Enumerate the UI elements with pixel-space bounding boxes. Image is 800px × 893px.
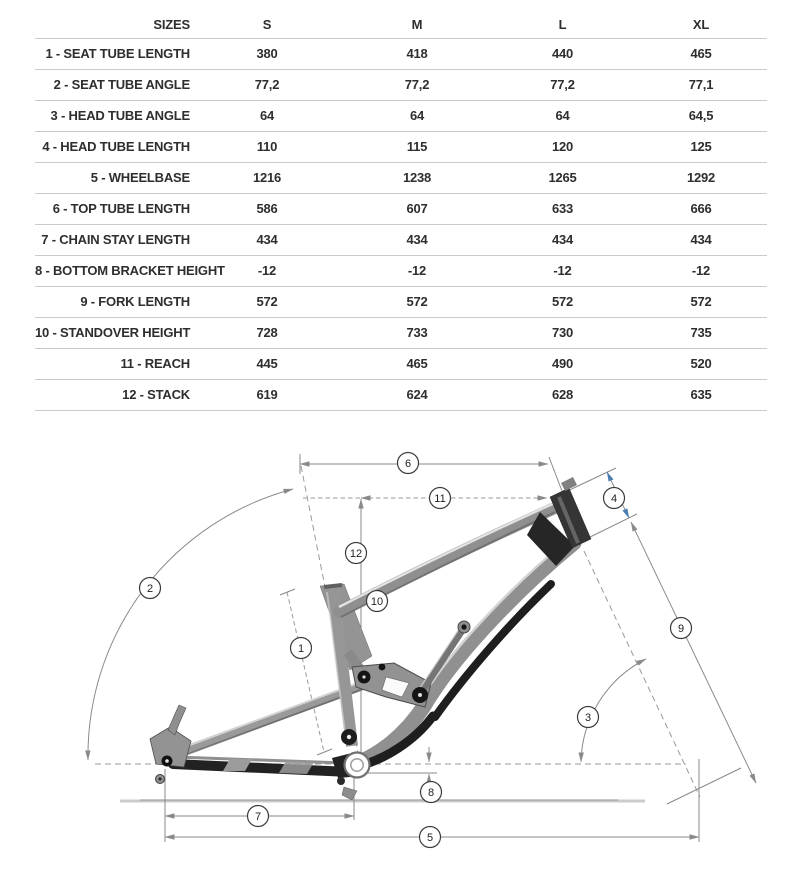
row-value-m: 77,2: [404, 77, 430, 92]
row-value-xl: 465: [690, 46, 712, 61]
svg-text:2: 2: [146, 583, 154, 595]
dimension-lines: [88, 454, 756, 842]
row-value-m: 572: [406, 294, 428, 309]
row-value-l: 77,2: [550, 77, 575, 92]
row-value-s: 586: [256, 201, 278, 216]
row-value-l: 572: [551, 294, 574, 309]
row-label: 11 - REACH: [120, 356, 190, 371]
row-value-xl: 125: [690, 139, 712, 154]
row-value-l: 1265: [548, 170, 577, 185]
col-header-s: S: [262, 17, 272, 32]
dim-seat-tube: [287, 592, 324, 752]
row-label: 4 - HEAD TUBE LENGTH: [42, 139, 190, 154]
svg-text:3: 3: [584, 712, 592, 724]
svg-text:11: 11: [434, 493, 446, 505]
row-value-s: 380: [256, 46, 278, 61]
row-value-l: 64: [555, 108, 570, 123]
row-value-xl: 635: [690, 387, 712, 402]
row-label: 6 - TOP TUBE LENGTH: [52, 201, 190, 216]
callout-11: [430, 488, 451, 509]
callout-2: [140, 578, 161, 599]
svg-text:12: 12: [349, 548, 363, 560]
row-value-m: -12: [407, 263, 427, 278]
row-value-xl: 572: [690, 294, 712, 309]
row-value-xl: 77,1: [688, 77, 714, 92]
row-value-s: 110: [256, 139, 278, 154]
callout-10: [367, 591, 388, 612]
callout-6: [398, 453, 419, 474]
row-value-m: 115: [406, 139, 428, 154]
row-value-m: 1238: [402, 170, 432, 185]
row-value-xl: 735: [690, 325, 712, 340]
row-value-l: 434: [551, 232, 574, 247]
svg-text:9: 9: [677, 623, 685, 635]
svg-text:7: 7: [254, 811, 262, 823]
row-label: 10 - STANDOVER HEIGHT: [35, 325, 191, 340]
callout-5: [420, 827, 441, 848]
row-value-s: 619: [256, 387, 278, 402]
row-value-xl: 520: [690, 356, 712, 371]
svg-text:10: 10: [370, 596, 384, 608]
bike-frame: [150, 477, 591, 800]
row-value-l: 120: [551, 139, 574, 154]
row-value-l: 730: [551, 325, 574, 340]
row-value-s: 445: [256, 356, 278, 371]
row-value-s: 728: [256, 325, 278, 340]
svg-text:5: 5: [426, 832, 434, 844]
row-value-xl: -12: [691, 263, 711, 278]
row-value-s: 434: [256, 232, 278, 247]
row-label: 12 - STACK: [122, 387, 190, 402]
row-value-xl: 434: [690, 232, 712, 247]
chain-stay: [173, 764, 350, 772]
callout-12: [346, 543, 367, 564]
row-value-xl: 1292: [686, 170, 716, 185]
sizes-header: SIZES: [153, 17, 190, 32]
svg-text:8: 8: [427, 787, 435, 799]
callout-3: [578, 707, 599, 728]
row-label: 2 - SEAT TUBE ANGLE: [53, 77, 190, 92]
svg-text:4: 4: [610, 493, 618, 505]
row-label: 9 - FORK LENGTH: [80, 294, 190, 309]
row-value-m: 465: [406, 356, 428, 371]
row-value-l: -12: [553, 263, 572, 278]
row-label: 8 - BOTTOM BRACKET HEIGHT: [35, 263, 225, 278]
callout-1: [291, 638, 312, 659]
seat-stay: [170, 684, 367, 756]
row-label: 3 - HEAD TUBE ANGLE: [50, 108, 190, 123]
row-value-l: 440: [551, 46, 574, 61]
row-value-l: 628: [551, 387, 574, 402]
row-value-m: 434: [406, 232, 428, 247]
row-value-l: 490: [551, 356, 574, 371]
row-label: 1 - SEAT TUBE LENGTH: [45, 46, 190, 61]
row-value-s: -12: [257, 263, 277, 278]
col-header-l: L: [558, 17, 567, 32]
svg-text:6: 6: [404, 458, 412, 470]
bottom-bracket: [345, 753, 370, 778]
row-value-l: 633: [551, 201, 574, 216]
callout-9: [671, 618, 692, 639]
row-value-s: 1216: [252, 170, 282, 185]
row-value-m: 624: [406, 387, 428, 402]
row-value-s: 572: [256, 294, 278, 309]
col-header-xl: XL: [692, 17, 710, 32]
row-label: 5 - WHEELBASE: [90, 170, 190, 185]
callout-4: [604, 488, 625, 509]
row-value-s: 64: [259, 108, 275, 123]
col-header-m: M: [411, 17, 423, 32]
row-value-xl: 64,5: [688, 108, 714, 123]
row-value-m: 418: [406, 46, 428, 61]
dim-fork-length: [631, 522, 756, 783]
row-value-m: 607: [406, 201, 428, 216]
row-value-m: 733: [406, 325, 428, 340]
row-value-xl: 666: [690, 201, 712, 216]
steering-axis: [584, 551, 700, 797]
row-label: 7 - CHAIN STAY LENGTH: [41, 232, 190, 247]
row-value-s: 77,2: [254, 77, 280, 92]
callout-8: [421, 782, 442, 803]
down-tube: [362, 543, 574, 761]
row-value-m: 64: [409, 108, 425, 123]
svg-text:1: 1: [297, 643, 305, 655]
callout-7: [248, 806, 269, 827]
